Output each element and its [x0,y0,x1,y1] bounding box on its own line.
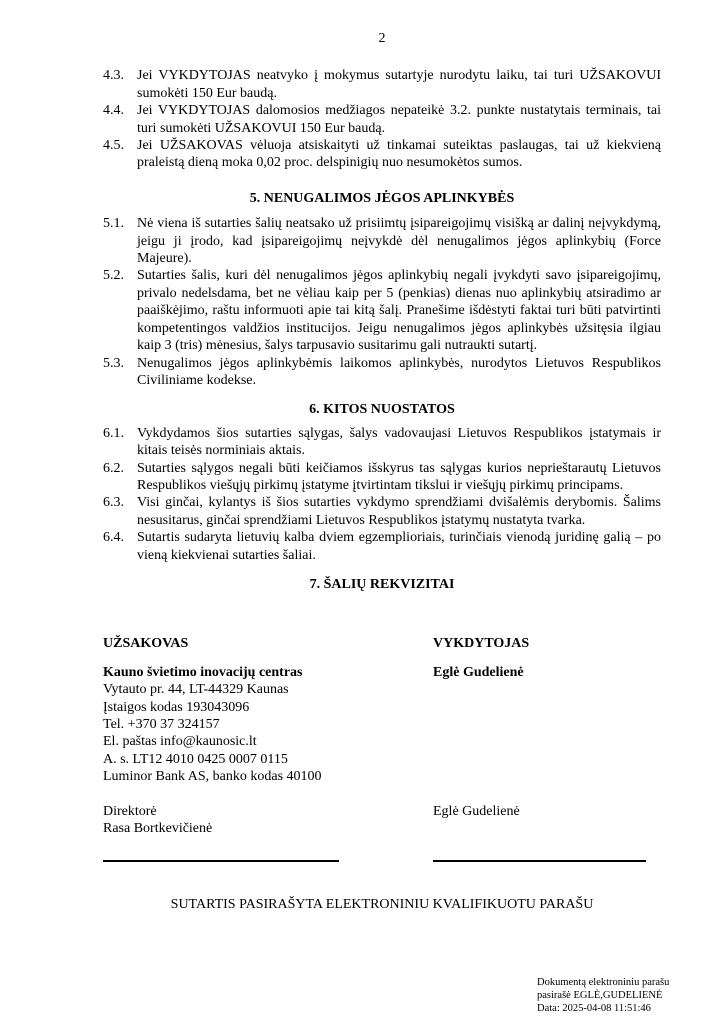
client-label: UŽSAKOVAS [103,636,189,652]
client-bank: Luminor Bank AS, banko kodas 40100 [103,769,322,785]
clause-number: 6.1. [103,425,124,441]
client-address-row [103,681,661,698]
esignature-stamp-line1: Dokumentą elektroniniu parašu [537,977,670,988]
party-labels-row [103,635,661,652]
clause-6-1 [103,425,661,460]
clause-number: 5.3. [103,355,124,371]
clause-text: Sutartis sudaryta lietuvių kalba dviem egzemplioriais, turinčiais vienodą juridinę galią – po vieną kiekvienai sutarties šaliai. [137,530,661,563]
section-5-heading: 5. NENUGALIMOS JĖGOS APLINKYBĖS [249,190,515,206]
contractor-empty-cell [433,733,661,750]
clause-number: 5.2. [103,268,124,284]
client-email-row [103,733,661,750]
esignature-stamp [537,976,669,1015]
client-account-row [103,751,661,768]
clause-text: Jei VYKDYTOJAS neatvyko į mokymus sutartyje nurodytu laiku, tai turi UŽSAKOVUI sumokėti 150 Eur baudą. [137,68,661,101]
clause-4-5 [103,137,661,172]
clause-4-4 [103,102,661,137]
client-code-row [103,699,661,716]
client-phone-row [103,716,661,733]
contractor-name: Eglė Gudelienė [433,664,524,680]
client-signer-row [103,820,661,837]
clause-6-2 [103,460,661,495]
signed-statement: SUTARTIS PASIRAŠYTA ELEKTRONINIU KVALIFIKUOTU PARAŠU [170,897,594,913]
client-signature-cell [103,860,433,862]
contractor-label: VYKDYTOJAS [433,636,530,652]
contractor-empty-cell [433,768,661,785]
clause-6-4 [103,529,661,564]
section-7-heading: 7. ŠALIŲ REKVIZITAI [309,576,455,592]
clause-5-3 [103,355,661,390]
clause-number: 6.3. [103,495,124,511]
clause-number: 4.3. [103,68,124,84]
clause-text: Visi ginčai, kylantys iš šios sutarties vykdymo sprendžiami dvišalėmis derybomis. Šalims nesusitarus, ginčai sprendžiami Lietuvos Respublikos įstatymų nustatyta tvarka. [137,495,661,528]
contractor-signature-cell [433,860,661,862]
esignature-stamp-line2: pasirašė EGLĖ,GUDELIENĖ [537,990,663,1001]
client-role: Direktorė [103,803,157,819]
client-bank-account: A. s. LT12 4010 0425 0007 0115 [103,751,288,767]
contractor-empty-cell [433,699,661,716]
client-address-line: Vytauto pr. 44, LT-44329 Kaunas [103,682,289,698]
client-signer: Rasa Bortkevičienė [103,821,213,837]
clause-number: 4.5. [103,138,124,154]
clause-text: Nė viena iš sutarties šalių neatsako už prisiimtų įsipareigojimų visišką ar dalinį neįvykdymą, jeigu ji įrodo, kad įsipareigojimų neįvykdė dėl nenugalimos jėgos aplinkybių (Force Majeure). [137,216,661,267]
contractor-empty-cell [433,716,661,733]
clauses-section-4 [103,67,661,171]
clause-text: Jei UŽSAKOVAS vėluoja atsiskaityti už tinkamai suteiktas paslaugas, tai už kiekvieną praleistą dieną moka 0,02 proc. delspinigių nuo nesumokėtos sumos. [137,138,661,171]
contractor-empty-cell [433,820,661,837]
clause-5-1 [103,215,661,267]
client-name: Kauno švietimo inovacijų centras [103,664,303,680]
clause-text: Sutarties šalis, kuri dėl nenugalimos jėgos aplinkybių negali įvykdyti savo įsipareigojimų, privalo nedelsdama, bet ne vėliau kaip per 5 (penkias) dienas nuo aplinkybių atsiradimo ar paaiškėjimo, raštu informuoti apie tai kitą šalį. Pranešime išdėstyti faktai turi būti patvirtinti kompetentingos valdžios institucijos. Jeigu nenugalimos jėgos aplinkybės užsitęsia ilgiau kaip 3 (tris) mėnesius, šalys tarpusavio susitarimu gali nutraukti sutartį. [137,268,661,354]
client-company-code: Įstaigos kodas 193043096 [103,699,250,715]
clause-text: Vykdydamos šios sutarties sąlygas, šalys vadovaujasi Lietuvos Respublikos įstatymais ir kitais teisės norminiais aktais. [137,425,661,459]
clause-text: Nenugalimos jėgos aplinkybėmis laikomos aplinkybės, nurodytos Lietuvos Respublikos Civiliniame kodekse. [137,355,661,388]
esignature-stamp-line3: Data: 2025-04-08 11:51:46 [537,1003,651,1014]
contractor-signature-line [433,860,646,862]
parties-details [103,635,661,862]
client-email: El. paštas info@kaunosic.lt [103,734,257,750]
clause-4-3 [103,67,661,102]
contractor-empty-cell [433,751,661,768]
clause-number: 6.4. [103,530,124,546]
clause-number: 6.2. [103,460,124,476]
clause-6-3 [103,494,661,529]
client-signature-line [103,860,339,862]
signature-lines-row [103,860,661,862]
section-6-heading: 6. KITOS NUOSTATOS [309,402,455,418]
client-phone: Tel. +370 37 324157 [103,717,220,732]
client-bank-row [103,768,661,785]
clauses-section-5 [103,215,661,389]
party-names-row [103,664,661,681]
clauses-section-6 [103,425,661,564]
clause-text: Jei VYKDYTOJAS dalomosios medžiagos nepateikė 3.2. punkte nustatytais terminais, tai turi sumokėti UŽSAKOVUI 150 Eur baudą. [137,103,661,136]
clause-number: 5.1. [103,216,124,232]
clause-text: Sutarties sąlygos negali būti keičiamos išskyrus tas sąlygas kurios neprieštarautų Lietuvos Respublikos viešųjų pirkimų įstatyme įtvirtintam tikslui ir viešųjų pirkimų principams. [137,460,661,493]
contractor-signer: Eglė Gudelienė [433,803,520,819]
clause-number: 4.4. [103,103,124,119]
page-number: 2 [378,31,386,46]
contractor-empty-cell [433,681,661,698]
clause-5-2 [103,267,661,354]
signer-roles-row [103,803,661,820]
